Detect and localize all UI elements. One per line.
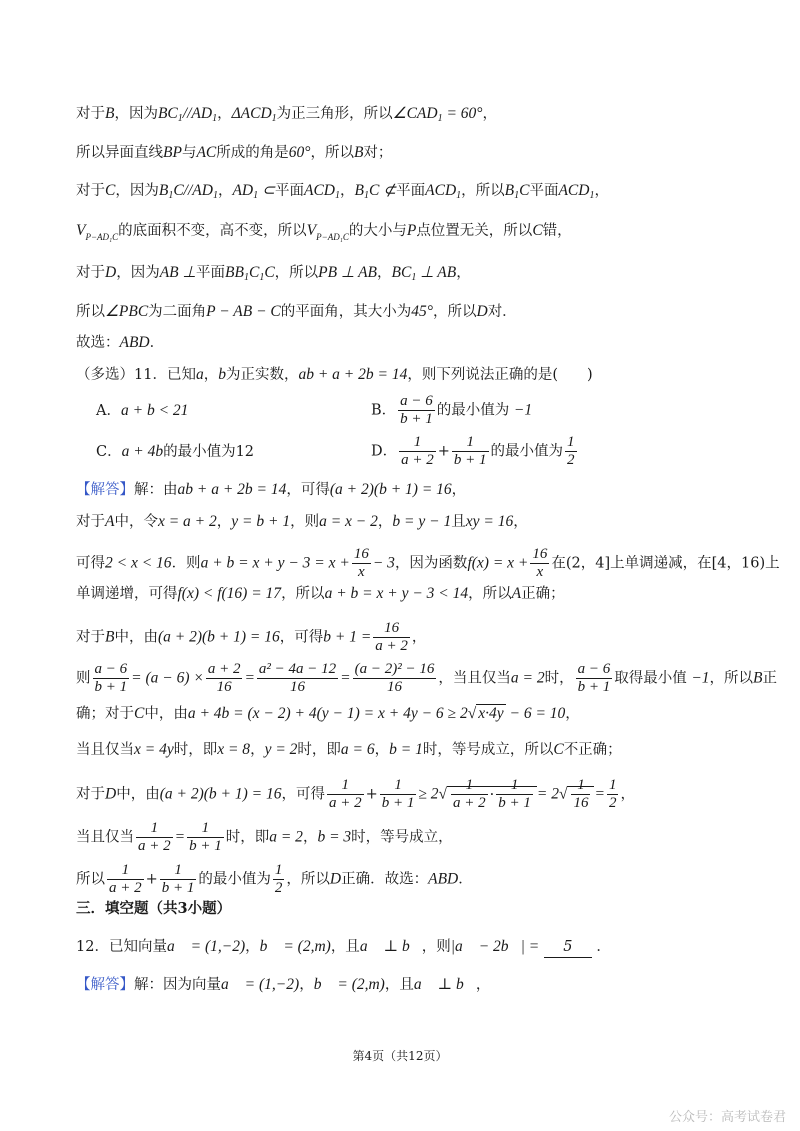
solution-11-d3: 所以 $\frac{1}{a + 2}$ + $\frac{1}{b + 1}$ 的最小值为 $\frac{1}{2}$ ，所以D正确．故选：ABD． [76,862,473,896]
answer-blank: 5 [544,937,592,958]
solution-11-start: 【解答】解：由ab + a + 2b = 14，可得(a + 2)(b + 1) = 16， [76,481,467,498]
solution-line-b2: 所以异面直线BP与AC所成的角是60°，所以B对； [76,144,393,161]
answer-line: 故选：ABD． [76,334,165,351]
solution-12-start: 【解答】解：因为向量a⃗ = (1,−2)，b⃗ = (2,m)，且a⃗ ⊥ b⃗， [76,976,491,993]
solution-11-a: 对于A中，令x = a + 2，y = b + 1，则a = x − 2，b = y − 1且xy = 16， [76,513,528,530]
solution-11-a3: 单调递增，可得f(x) < f(16) = 17，所以a + b = x + y − 3 < 14，所以A正确； [76,585,565,602]
option-a: A．a + b < 21 [96,402,189,419]
watermark: 公众号：高考试卷君 [668,1110,786,1125]
solution-line-c2: $V_{P-AD_1C}$的底面积不变，高不变，所以$V_{P-AD_1C}$的大小与P点位置无关，所以C错， [76,222,572,242]
solution-11-d: 对于D中，由(a + 2)(b + 1) = 16，可得 $\frac{1}{a + 2}$ + $\frac{1}{b + 1}$ ≥ 2√ $\frac{1}{a + 2}$ · $\frac{1}{b + 1}$ = 2√ $\frac{1}{16}$ = $\frac{1}{2}$ ， [76,777,635,811]
solution-11-d2: 当且仅当 $\frac{1}{a + 2}$ = $\frac{1}{b + 1}$ 时，即a = 2，b = 3时，等号成立， [76,820,453,854]
solution-11-c2: 当且仅当x = 4y时，即x = 8，y = 2时，即a = 6，b = 1时，等号成立，所以C不正确； [76,741,622,758]
solution-11-c: 确；对于C中，由a + 4b = (x − 2) + 4(y − 1) = x + 4y − 6 ≥ 2√ x·4y − 6 = 10， [76,705,580,722]
page-footer: 第4页（共12页） [352,1049,448,1063]
question-12: 12．已知向量a⃗ = (1,−2)，b⃗ = (2,m)，且a⃗ ⊥ b⃗，则|a⃗ − 2b⃗| = 5 ． [76,937,760,958]
solution-line-d: 对于D，因为AB ⊥平面$BB_1C_1C$，所以PB ⊥ AB，$BC_1$ ⊥ AB， [76,264,471,283]
solution-line-d2: 所以∠PBC为二面角P − AB − C的平面角，其大小为45°，所以D对． [76,303,517,320]
section-heading: 三．填空题（共3小题） [76,900,232,917]
solution-line-c: 对于C，因为$B_1C//AD_1$，$AD_1$ ⊂平面$ACD_1$，$B_1C$ ⊄平面$ACD_1$，所以$B_1C$平面$ACD_1$， [76,182,609,201]
option-b: B． $\frac{a - 6}{b + 1}$ 的最小值为 −1 [371,393,533,427]
solution-line-b: 对于B，因为$BC_1//AD_1$，$\Delta ACD_1$为正三角形，所以$\angle CAD_1 = 60^\circ$， [76,105,497,124]
option-c: C．a + 4b的最小值为12 [96,443,255,460]
solution-11-a2: 可得2 < x < 16．则a + b = x + y − 3 = x + $\frac{16}{x}$ − 3，因为函数f(x) = x + $\frac{16}{x}$ 在(2，4]上单调递减，在[4，16)上 [76,546,780,580]
option-d: D． $\frac{1}{a + 2}$ + $\frac{1}{b + 1}$ 的最小值为 $\frac{1}{2}$ [371,434,575,468]
solution-11-b2: 则 $\frac{a - 6}{b + 1}$ = (a − 6) × $\frac{a + 2}{16}$ = $\frac{\text{a² − 4a − 12}}{16}$ = $\frac{\text{(a − 2)² − 16}}{16}$ ，当且仅当a = 2时， $\frac{a - 6}{b + 1}$ 取得最小值 −1，所以B正 [76,661,778,695]
question-11: （多选）11．已知a，b为正实数，ab + a + 2b = 14，则下列说法正确的是( ) [76,366,593,383]
solution-11-b: 对于B中，由(a + 2)(b + 1) = 16，可得b + 1 = $\frac{16}{a + 2}$ ， [76,620,427,654]
